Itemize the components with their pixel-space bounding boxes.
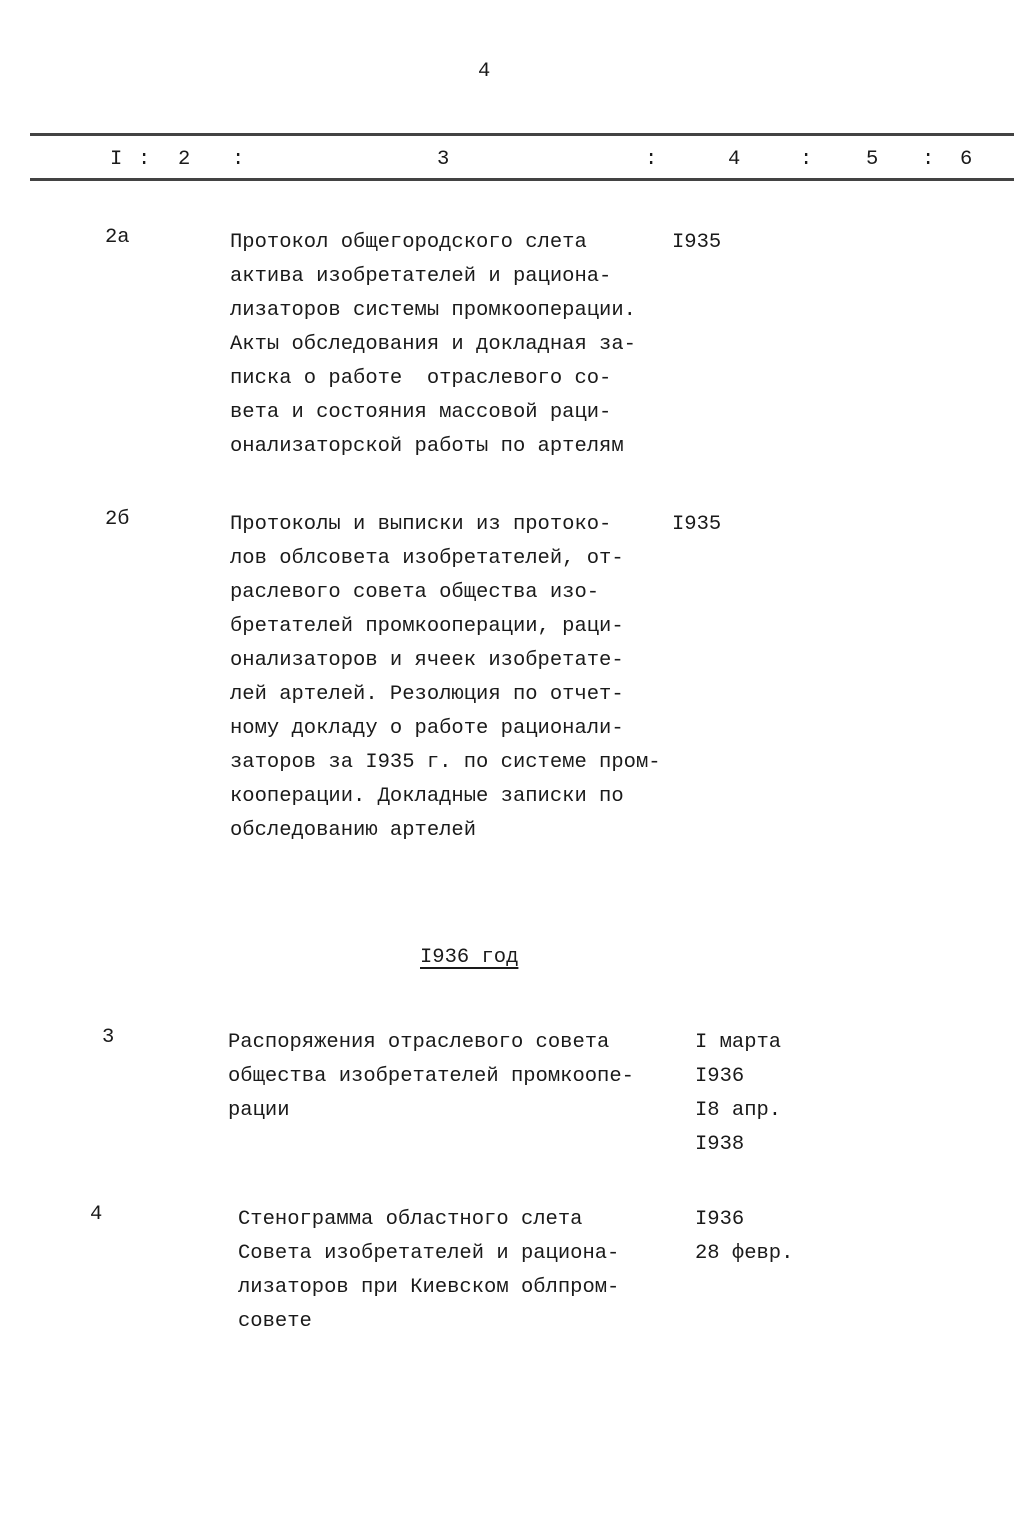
entry-date [672, 508, 721, 542]
col-separator: : [922, 148, 935, 171]
text-line: Совета изобретателей и рациона- [238, 1242, 620, 1265]
col-separator: : [232, 148, 245, 171]
date-line: I935 [672, 231, 722, 254]
table-header [0, 148, 1024, 178]
text-line: раслевого совета общества изо- [230, 581, 600, 604]
text-line: заторов за I935 г. по системе пром- [230, 751, 661, 774]
text-line: лов облсовета изобретателей, от- [230, 547, 624, 570]
entry-date [695, 1203, 793, 1271]
text-line: бретателей промкооперации, раци- [230, 615, 624, 638]
text-line: обследованию артелей [230, 819, 477, 842]
section-heading: I936 год [420, 946, 519, 969]
entry-number: 3 [102, 1026, 115, 1049]
entry-description [230, 226, 636, 464]
text-line: Стенограмма областного слета [238, 1208, 583, 1231]
date-line: I марта [695, 1031, 782, 1054]
date-line: I938 [695, 1133, 745, 1156]
entry-description [228, 1026, 634, 1128]
text-line: рации [228, 1099, 290, 1122]
date-line: I936 [695, 1065, 745, 1088]
text-line: онализаторов и ячеек изобретате- [230, 649, 624, 672]
entry-date [695, 1026, 781, 1162]
text-line: лизаторов при Киевском облпром- [238, 1276, 620, 1299]
text-line: Акты обследования и докладная за- [230, 333, 636, 356]
col-2-label: 2 [178, 148, 191, 171]
table-header-top-rule [30, 133, 1014, 136]
date-line: 28 февр. [695, 1242, 794, 1265]
text-line: Распоряжения отраслевого совета [228, 1031, 610, 1054]
col-1-label: I [110, 148, 123, 171]
text-line: общества изобретателей промкоопе- [228, 1065, 634, 1088]
page-number: 4 [478, 60, 491, 83]
entry-date [672, 226, 721, 260]
table-header-bottom-rule [30, 178, 1014, 181]
entry-description [230, 508, 661, 848]
entry-number: 4 [90, 1203, 103, 1226]
date-line: I936 [695, 1208, 745, 1231]
col-5-label: 5 [866, 148, 879, 171]
entry-number: 2б [105, 508, 130, 531]
text-line: лей артелей. Резолюция по отчет- [230, 683, 624, 706]
text-line: актива изобретателей и рациона- [230, 265, 612, 288]
col-separator: : [138, 148, 151, 171]
text-line: ному докладу о работе рационали- [230, 717, 624, 740]
col-3-label: 3 [437, 148, 450, 171]
text-line: кооперации. Докладные записки по [230, 785, 624, 808]
date-line: I8 апр. [695, 1099, 782, 1122]
text-line: писка о работе отраслевого со- [230, 367, 612, 390]
date-line: I935 [672, 513, 722, 536]
col-4-label: 4 [728, 148, 741, 171]
text-line: вета и состояния массовой раци- [230, 401, 612, 424]
text-line: лизаторов системы промкооперации. [230, 299, 636, 322]
entry-description [238, 1203, 619, 1339]
text-line: Протокол общегородского слета [230, 231, 587, 254]
col-6-label: 6 [960, 148, 973, 171]
col-separator: : [800, 148, 813, 171]
text-line: онализаторской работы по артелям [230, 435, 624, 458]
entry-number: 2а [105, 226, 130, 249]
text-line: Протоколы и выписки из протоко- [230, 513, 612, 536]
text-line: совете [238, 1310, 312, 1333]
col-separator: : [645, 148, 658, 171]
